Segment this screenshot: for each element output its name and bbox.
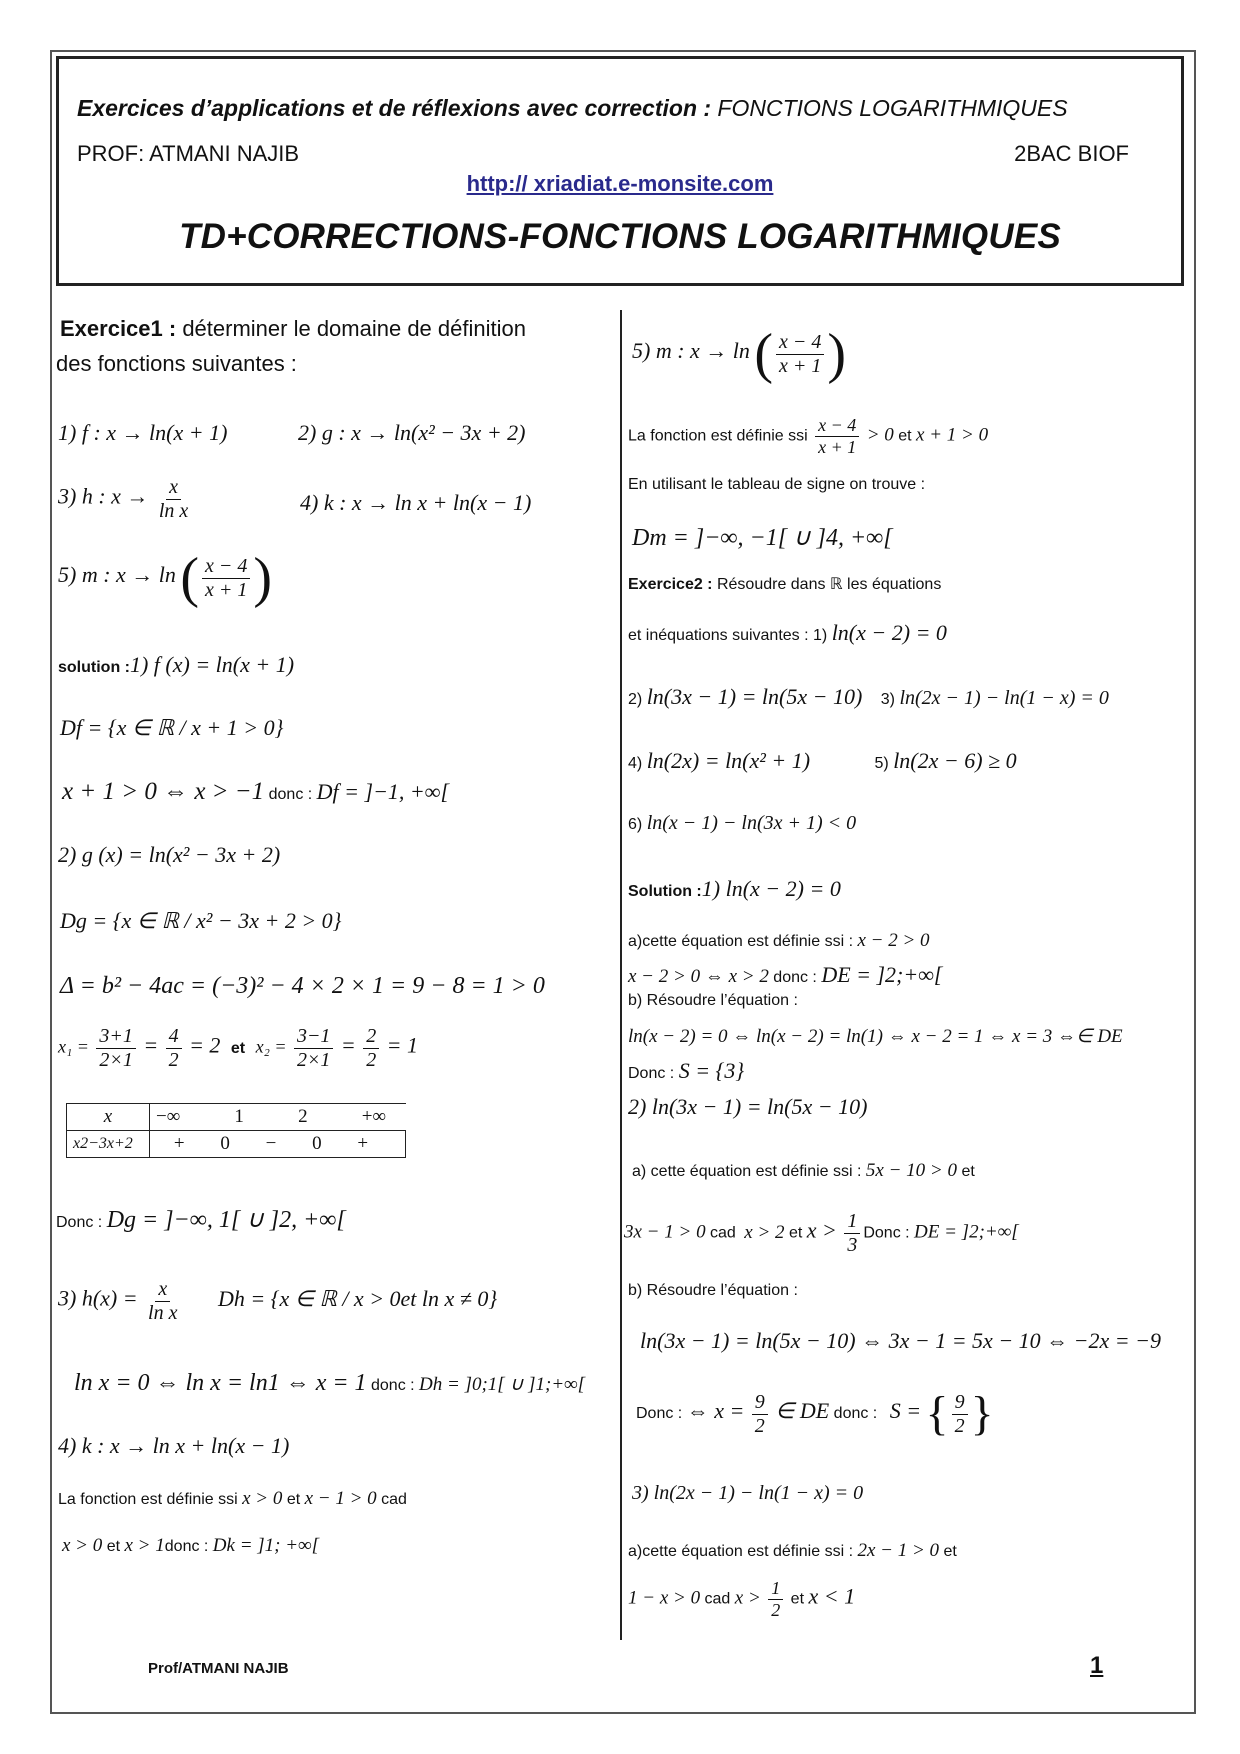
column-divider bbox=[620, 310, 622, 1640]
ex2-line5: 6) ln(x − 1) − ln(3x + 1) < 0 bbox=[628, 812, 857, 834]
s2-a: a) cette équation est définie ssi : 5x − 10 > 0 et bbox=[632, 1160, 975, 1181]
page-title: TD+CORRECTIONS-FONCTIONS LOGARITHMIQUES bbox=[179, 217, 1061, 256]
r-def-line: La fonction est définie ssi $\frac{x - 4}{x + 1}$ > 0 et x + 1 > 0 bbox=[628, 415, 989, 457]
s3-title: 3) ln(2x − 1) − ln(1 − x) = 0 bbox=[632, 1482, 864, 1504]
r-tab-text: En utilisant le tableau de signe on trouve : bbox=[628, 476, 926, 493]
roots-line: x₁ = $\frac{3+1}{2\times 1}$ = $\frac{4}{2}$ = 2 et x₂ = $\frac{3-1}{2\times 1}$ = $\frac{2}{2}$ = 1 bbox=[58, 1025, 419, 1071]
ex2-title-line: Exercice2 : Résoudre dans ℝ les équations bbox=[628, 576, 942, 593]
header-box bbox=[56, 56, 1184, 286]
s3-a: a)cette équation est définie ssi : 2x − 1 > 0 et bbox=[628, 1540, 957, 1561]
s2-b: b) Résoudre l’équation : bbox=[628, 1282, 798, 1299]
solution-line: solution :1) f (x) = ln(x + 1) bbox=[58, 652, 295, 677]
r-dm-result: Dm = ]−∞, −1[ ∪ ]4, +∞[ bbox=[632, 525, 893, 551]
ex1-title-line: Exercice1 : déterminer le domaine de définition bbox=[60, 316, 526, 341]
ex1-q4: 4) k : x → ln x + ln(x − 1) bbox=[300, 490, 532, 515]
s1-a: a)cette équation est définie ssi : x − 2 > 0 bbox=[628, 930, 930, 951]
delta-line: Δ = b² − 4ac = (−3)² − 4 × 2 × 1 = 9 − 8 = 1 > 0 bbox=[60, 973, 545, 999]
sign-table-header: x −∞ 1 2 +∞ bbox=[67, 1104, 406, 1131]
header-link[interactable]: http:// xriadiat.e-monsite.com bbox=[466, 171, 774, 196]
ex1-text2: des fonctions suivantes : bbox=[56, 351, 297, 376]
ex1-q1: 1) f : x → ln(x + 1) bbox=[58, 420, 228, 445]
s1-equiv: x − 2 > 0 ⇔ x > 2 donc : DE = ]2;+∞[ bbox=[628, 962, 943, 987]
ex2-line2: et inéquations suivantes : 1) ln(x − 2) = 0 bbox=[628, 620, 947, 645]
footer-prof: Prof/ATMANI NAJIB bbox=[148, 1660, 289, 1677]
sign-table-row: x2−3x+2 + 0 − 0 + bbox=[67, 1131, 406, 1158]
ex2-line3: 2) ln(3x − 1) = ln(5x − 10) 3) ln(2x − 1) − ln(1 − x) = 0 bbox=[628, 684, 1109, 709]
header-subtitle: Exercices d’applications et de réflexions avec correction : FONCTIONS LOGARITHMIQUES bbox=[77, 95, 1068, 121]
s2-line2: 3x − 1 > 0 cad x > 2 et x > $\frac{1}{3}$ Donc : DE = ]2;+∞[ bbox=[624, 1210, 1019, 1256]
k-def: 4) k : x → ln x + ln(x − 1) bbox=[58, 1433, 290, 1458]
df-set: Df = {x ∈ ℝ / x + 1 > 0} bbox=[60, 715, 284, 740]
k-line2: x > 0 et x > 1donc : Dk = ]1; +∞[ bbox=[62, 1535, 320, 1556]
page-frame bbox=[50, 50, 1196, 1714]
ex2-line4: 4) ln(2x) = ln(x² + 1) 5) ln(2x − 6) ≥ 0 bbox=[628, 748, 1017, 773]
df-line: x + 1 > 0 ⇔ x > −1 donc : Df = ]−1, +∞[ bbox=[62, 778, 450, 805]
s1-chain: ln(x − 2) = 0 ⇔ ln(x − 2) = ln(1) ⇔ x − 2 = 1 ⇔ x = 3 ⇔∈ DE bbox=[628, 1026, 1123, 1047]
page-number: 1 bbox=[1090, 1652, 1104, 1679]
ex1-q5: 5) m : x → ln ( $\frac{x - 4}{x + 1}$ ) bbox=[58, 547, 273, 609]
k-line1: La fonction est définie ssi x > 0 et x − 1 > 0 cad bbox=[58, 1488, 407, 1509]
header-prof: PROF: ATMANI NAJIB bbox=[77, 141, 300, 166]
s1-b: b) Résoudre l’équation : bbox=[628, 992, 798, 1009]
r-q5: 5) m : x → ln ( $\frac{x - 4}{x + 1}$ ) bbox=[632, 323, 847, 385]
sign-table bbox=[66, 1103, 406, 1158]
s1-sol: Donc : S = {3} bbox=[628, 1058, 745, 1083]
s3-line2: 1 − x > 0 cad x > $\frac{1}{2}$ et x < 1 bbox=[628, 1578, 856, 1620]
dg-result-line: Donc : Dg = ]−∞, 1[ ∪ ]2, +∞[ bbox=[56, 1207, 346, 1233]
g-def: 2) g (x) = ln(x² − 3x + 2) bbox=[58, 842, 281, 867]
header-class: 2BAC BIOF bbox=[1014, 141, 1129, 166]
dh-line: ln x = 0 ⇔ ln x = ln1 ⇔ x = 1 donc : Dh = ]0;1[ ∪ ]1;+∞[ bbox=[74, 1370, 586, 1396]
s2-title: 2) ln(3x − 1) = ln(5x − 10) bbox=[628, 1094, 868, 1119]
r-solution-line: Solution :1) ln(x − 2) = 0 bbox=[628, 876, 841, 901]
ex1-q3: 3) h : x → $\frac{x}{\text{ln x}}$ bbox=[58, 476, 189, 522]
s2-donc-line: Donc : ⇔ x = $\frac{9}{2}$ ∈ DE donc : S = { $\frac{9}{2}$ } bbox=[636, 1387, 994, 1440]
ex1-q2: 2) g : x → ln(x² − 3x + 2) bbox=[298, 420, 526, 445]
dg-set: Dg = {x ∈ ℝ / x² − 3x + 2 > 0} bbox=[60, 908, 342, 933]
s2-chain: ln(3x − 1) = ln(5x − 10) ⇔ 3x − 1 = 5x − 10 ⇔ −2x = −9 bbox=[640, 1328, 1161, 1353]
h-line: 3) h(x) = $\frac{x}{\text{ln x}}$ Dh = {x ∈ ℝ / x > 0et ln x ≠ 0} bbox=[58, 1278, 498, 1324]
